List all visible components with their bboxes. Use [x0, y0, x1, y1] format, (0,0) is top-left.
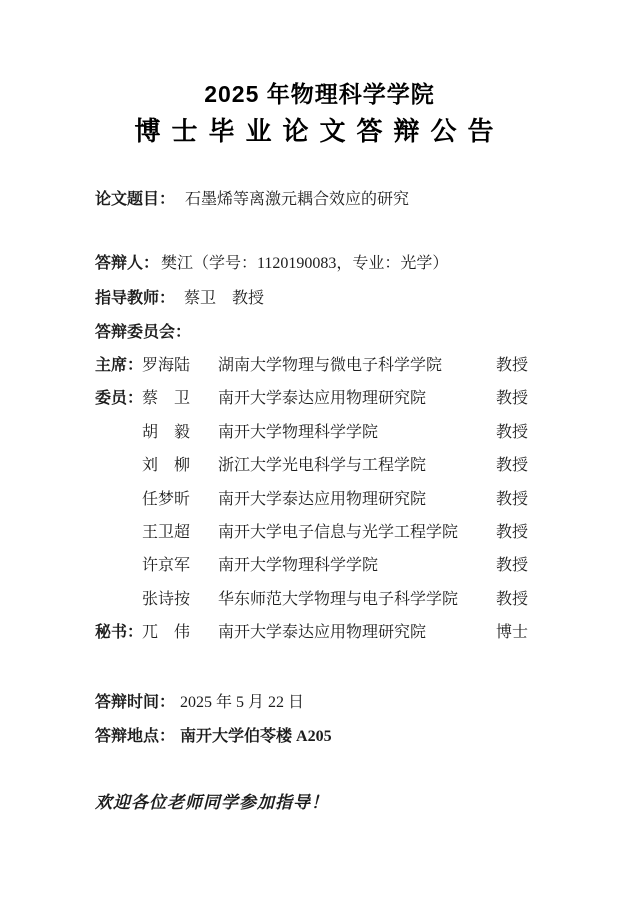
committee-row-member: [95, 452, 639, 472]
committee-name: 罗海陆: [142, 357, 191, 374]
committee-institution: 南开大学物理科学学院: [218, 424, 379, 441]
committee-title: 教授: [496, 390, 529, 407]
committee-name: 蔡 卫: [142, 390, 191, 407]
defense-time-label: 答辩时间：: [95, 694, 176, 711]
thesis-title-row: [95, 186, 639, 206]
committee-role: 秘书：: [95, 624, 144, 641]
committee-institution: 浙江大学光电科学与工程学院: [218, 457, 427, 474]
defense-location-value: 南开大学伯苓楼 A205: [180, 728, 332, 745]
advisor-label: 指导教师：: [95, 290, 176, 307]
page-title-line1: 2025 年物理科学学院: [204, 81, 435, 107]
committee-institution: 南开大学泰达应用物理研究院: [218, 390, 427, 407]
candidate-value: 樊江（学号：1120190083，专业：光学）: [161, 255, 449, 272]
committee-institution: 南开大学泰达应用物理研究院: [218, 491, 427, 508]
committee-role: 主席：: [95, 357, 144, 374]
committee-name: 刘 柳: [142, 457, 191, 474]
advisor-row: [95, 285, 639, 305]
committee-title: 教授: [496, 424, 529, 441]
committee-row-member: [95, 385, 639, 405]
defense-location-row: [95, 723, 639, 743]
committee-institution: 南开大学电子信息与光学工程学院: [218, 524, 459, 541]
committee-row-member: [95, 586, 639, 606]
thesis-title-value: 石墨烯等离激元耦合效应的研究: [185, 191, 410, 208]
thesis-title-label: 论文题目：: [95, 191, 176, 208]
committee-name: 张诗按: [142, 591, 191, 608]
welcome-note: 欢迎各位老师同学参加指导！: [95, 793, 329, 812]
committee-title: 教授: [496, 524, 529, 541]
committee-title: 教授: [496, 491, 529, 508]
defense-time-row: [95, 689, 639, 709]
committee-name: 任梦昕: [142, 491, 191, 508]
advisor-value: 蔡卫 教授: [184, 290, 265, 307]
defense-location-label: 答辩地点：: [95, 728, 176, 745]
committee-row-member: [95, 519, 639, 539]
committee-role: 委员：: [95, 390, 144, 407]
committee-row-member: [95, 552, 639, 572]
committee-title: 教授: [496, 557, 529, 574]
page-title-line2: 博士毕业论文答辩公告: [134, 116, 505, 146]
committee-title: 教授: [496, 357, 529, 374]
committee-row-member: [95, 486, 639, 506]
committee-institution: 湖南大学物理与微电子科学学院: [218, 357, 443, 374]
committee-name: 兀 伟: [142, 624, 191, 641]
defense-time-value: 2025 年 5 月 22 日: [180, 694, 305, 711]
committee-institution: 华东师范大学物理与电子科学学院: [218, 591, 459, 608]
committee-title: 博士: [496, 624, 529, 641]
committee-row-member: [95, 419, 639, 439]
committee-title: 教授: [496, 457, 529, 474]
committee-name: 王卫超: [142, 524, 191, 541]
committee-title: 教授: [496, 591, 529, 608]
committee-institution: 南开大学物理科学学院: [218, 557, 379, 574]
committee-name: 胡 毅: [142, 424, 191, 441]
committee-name: 许京军: [142, 557, 191, 574]
committee-row-secretary: [95, 619, 639, 639]
candidate-row: [95, 250, 639, 270]
committee-row-chair: [95, 352, 639, 372]
committee-institution: 南开大学泰达应用物理研究院: [218, 624, 427, 641]
committee-heading-label: 答辩委员会：: [95, 324, 192, 341]
committee-heading: [95, 319, 639, 339]
candidate-label: 答辩人：: [95, 255, 160, 272]
